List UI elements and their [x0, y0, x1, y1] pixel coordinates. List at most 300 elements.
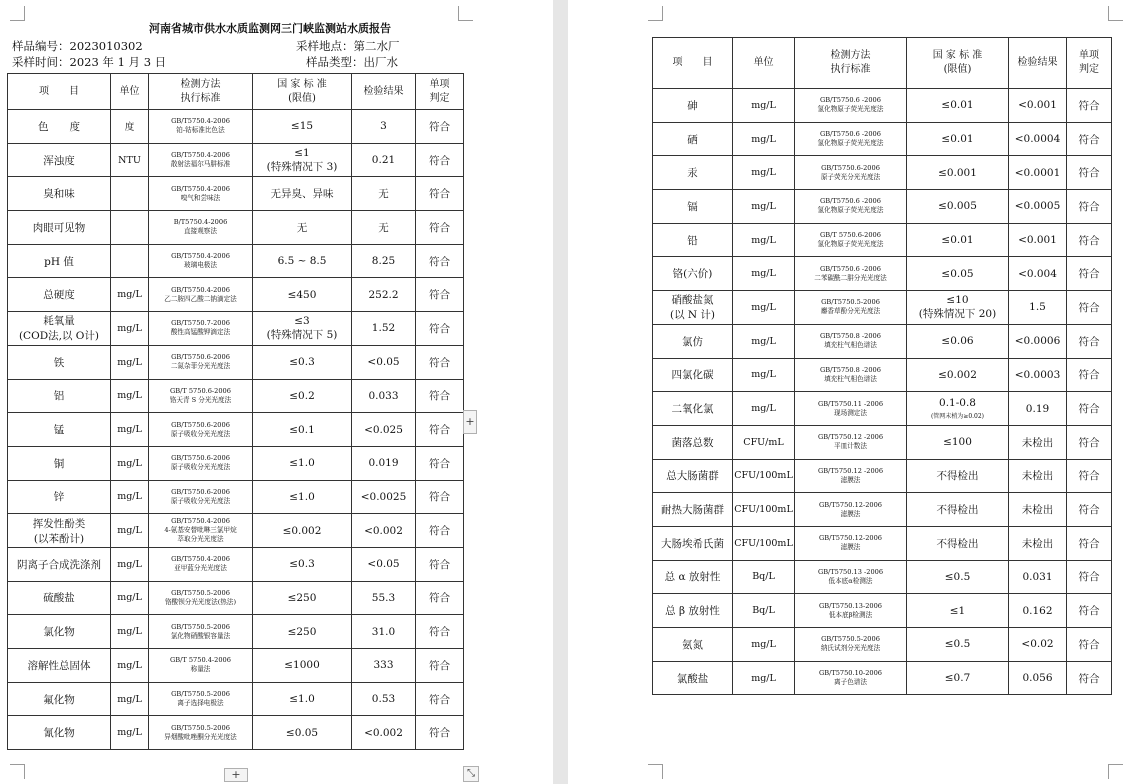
- item-cell: [653, 190, 733, 224]
- crop-mark: [648, 764, 663, 779]
- result-cell: 3: [352, 110, 416, 144]
- item-cell: [653, 257, 733, 291]
- method-cell: [795, 122, 907, 156]
- document-page-right: [568, 0, 1127, 784]
- crop-mark: [648, 6, 663, 21]
- item-name: 总硬度: [43, 289, 75, 302]
- header-item: 项 目: [653, 38, 733, 89]
- standard-limit-cell: [907, 392, 1009, 426]
- judgement-cell: 符合: [1067, 628, 1112, 662]
- method-cell: [149, 379, 253, 413]
- method-standard-code: GB/T5750.6-2006: [171, 487, 230, 496]
- table-row: [653, 526, 1112, 560]
- method-standard-code: GB/T5750.4-2006: [171, 555, 230, 564]
- item-cell: [8, 345, 111, 379]
- method-name: 称量法: [190, 665, 211, 674]
- unit-cell: mg/L: [733, 223, 795, 257]
- item-name: 阴离子合成洗涤剂: [17, 558, 101, 571]
- judgement-cell: 符合: [1067, 493, 1112, 527]
- table-row: [653, 358, 1112, 392]
- method-name: 低本底β检测法: [828, 610, 873, 619]
- method-standard-code: GB/T5750.6-2006: [821, 163, 880, 172]
- standard-limit-note: (管网末梢为≥0.02): [930, 412, 985, 420]
- judgement-cell: 符合: [1067, 324, 1112, 358]
- method-standard-code: GB/T5750.5-2006: [171, 622, 230, 631]
- item-name: 耗氧量: [43, 315, 75, 328]
- standard-limit-cell: [253, 514, 352, 548]
- table-row: [653, 493, 1112, 527]
- method-name: 滤膜法: [840, 509, 861, 518]
- method-name: 填充柱气相色谱法: [824, 374, 877, 383]
- table-row: [8, 379, 464, 413]
- standard-limit: ≤0.3: [289, 356, 315, 369]
- standard-limit-cell: [253, 446, 352, 480]
- standard-limit-cell: [907, 89, 1009, 123]
- header-judge-line2: 判定: [429, 92, 450, 104]
- method-name: 散射法福尔马肼标准: [170, 160, 231, 169]
- item-name: 硫酸盐: [43, 592, 75, 605]
- item-cell: [653, 560, 733, 594]
- method-name: 异烟酸吡唑酮分光光度法: [164, 732, 237, 741]
- judgement-cell: 符合: [1067, 89, 1112, 123]
- result-cell: <0.05: [352, 547, 416, 581]
- judgement-cell: 符合: [1067, 358, 1112, 392]
- method-name: 铂-钴标准比色法: [176, 126, 225, 135]
- item-cell: [653, 291, 733, 325]
- method-standard-code: GB/T5750.6 -2006: [820, 130, 881, 139]
- header-standard: [253, 74, 352, 110]
- item-name-part: (以 N 计): [669, 309, 716, 322]
- judgement-cell: 符合: [1067, 156, 1112, 190]
- method-cell: [795, 358, 907, 392]
- table-row: [8, 211, 464, 245]
- method-standard-code: GB/T5750.5-2006: [821, 298, 880, 307]
- method-cell: [795, 89, 907, 123]
- header-standard-line1: 国 家 标 准: [932, 50, 983, 61]
- result-cell: <0.0005: [1009, 190, 1067, 224]
- table-row: [653, 257, 1112, 291]
- crop-mark: [458, 6, 473, 21]
- item-name: 硒: [687, 133, 698, 146]
- standard-limit: ≤250: [287, 625, 317, 638]
- table-row: [8, 244, 464, 278]
- result-cell: <0.02: [1009, 628, 1067, 662]
- item-name: 二氧化氯: [671, 403, 714, 416]
- judgement-cell: 符合: [416, 446, 464, 480]
- unit-cell: mg/L: [111, 278, 149, 312]
- method-cell: [149, 446, 253, 480]
- item-name-part: 法,以 O: [48, 330, 85, 343]
- judgement-cell: 符合: [1067, 392, 1112, 426]
- standard-limit: ≤0.01: [941, 133, 974, 146]
- unit-cell: [111, 244, 149, 278]
- item-cell: [653, 425, 733, 459]
- sample-type-label: 样品类型：: [306, 55, 364, 69]
- method-standard-code: GB/T 5750.4-2006: [170, 656, 231, 665]
- item-cell: [8, 413, 111, 447]
- method-cell: [795, 392, 907, 426]
- item-name: 溶解性总固体: [27, 659, 91, 672]
- standard-limit-cell: [253, 480, 352, 514]
- unit-cell: mg/L: [111, 413, 149, 447]
- item-name: 四氯化碳: [671, 369, 714, 382]
- method-name: 铬酸钡分光光度法(热法): [164, 597, 237, 606]
- standard-limit: ≤0.01: [941, 99, 974, 112]
- table-row: [653, 392, 1112, 426]
- item-name: 铝: [53, 390, 65, 403]
- table-row: [8, 649, 464, 683]
- method-name: 亚甲蓝分光光度法: [174, 564, 227, 573]
- item-name: 镉: [687, 200, 698, 213]
- result-cell: <0.001: [1009, 223, 1067, 257]
- item-name: 氨氮: [682, 638, 703, 651]
- standard-limit: ≤10: [946, 293, 969, 306]
- table-header-row: [8, 74, 464, 110]
- result-cell: 1.52: [352, 312, 416, 346]
- method-cell: [795, 257, 907, 291]
- item-cell: [8, 682, 111, 716]
- judgement-cell: 符合: [416, 278, 464, 312]
- method-name: 嗅气和尝味法: [180, 193, 221, 202]
- judgement-cell: 符合: [416, 379, 464, 413]
- table-row: [653, 190, 1112, 224]
- standard-limit-cell: [907, 223, 1009, 257]
- item-cell: [8, 312, 111, 346]
- result-cell: 未检出: [1009, 459, 1067, 493]
- standard-limit: ≤0.7: [944, 672, 971, 685]
- method-name: 平皿计数法: [834, 442, 867, 451]
- method-name: 氢化物原子荧光光度法: [817, 240, 884, 249]
- unit-cell: NTU: [111, 143, 149, 177]
- method-standard-code: GB/T5750.4-2006: [171, 285, 230, 294]
- table-row: [8, 581, 464, 615]
- header-method: [149, 74, 253, 110]
- standard-limit: ≤3: [294, 314, 310, 327]
- standard-limit: ≤0.5: [944, 570, 971, 583]
- item-name: 铁: [53, 356, 65, 369]
- standard-limit-note: (特殊情况下 3): [266, 160, 338, 173]
- unit-cell: mg/L: [111, 312, 149, 346]
- item-name: 挥发性酚类: [32, 517, 86, 530]
- method-name: 二氮杂菲分光光度法: [170, 362, 231, 371]
- method-standard-code: GB/T5750.4-2006: [171, 184, 230, 193]
- item-cell: [8, 446, 111, 480]
- item-name: 锌: [53, 491, 65, 504]
- header-method-line1: 检测方法: [830, 50, 871, 61]
- method-cell: [795, 628, 907, 662]
- standard-limit: ≤0.005: [938, 200, 977, 213]
- add-column-button[interactable]: +: [463, 410, 477, 434]
- standard-limit: ≤0.05: [285, 726, 319, 739]
- judgement-cell: 符合: [1067, 190, 1112, 224]
- method-name: 铬天青 S 分光光度法: [169, 395, 232, 404]
- method-cell: [149, 581, 253, 615]
- method-standard-code: GB/T5750.6 -2006: [820, 96, 881, 105]
- result-cell: 未检出: [1009, 425, 1067, 459]
- method-name: 低本底α检测法: [828, 576, 873, 585]
- method-standard-code: GB/T5750.4-2006: [171, 517, 230, 526]
- item-name: 菌落总数: [671, 436, 714, 449]
- standard-limit: ≤250: [287, 591, 317, 604]
- item-name-part: (COD: [18, 330, 49, 343]
- item-name: 总 β 放射性: [665, 605, 720, 618]
- result-cell: 0.031: [1009, 560, 1067, 594]
- method-name: 氢化物原子荧光光度法: [817, 206, 884, 215]
- table-row: [653, 560, 1112, 594]
- standard-limit-cell: [907, 122, 1009, 156]
- table-row: [8, 716, 464, 750]
- item-name-line2: [654, 307, 731, 322]
- unit-cell: mg/L: [733, 324, 795, 358]
- item-cell: [653, 156, 733, 190]
- method-standard-code: GB/T5750.7-2006: [171, 319, 230, 328]
- standard-limit: 不得检出: [936, 537, 979, 550]
- table-row: [653, 122, 1112, 156]
- table-row: [653, 223, 1112, 257]
- unit-cell: 度: [111, 110, 149, 144]
- method-cell: [149, 649, 253, 683]
- method-cell: [795, 291, 907, 325]
- standard-limit-cell: [907, 425, 1009, 459]
- result-cell: 无: [352, 211, 416, 245]
- unit-cell: mg/L: [111, 446, 149, 480]
- item-name-part: 计): [84, 330, 100, 343]
- standard-limit-cell: [253, 345, 352, 379]
- method-name: 离子色谱法: [834, 678, 867, 687]
- crop-mark: [10, 764, 25, 779]
- header-judge-line2: 判定: [1079, 64, 1099, 75]
- method-standard-code: GB/T5750.12-2006: [818, 500, 882, 509]
- item-name: 氯化物: [43, 626, 75, 639]
- method-cell: [795, 560, 907, 594]
- item-name: 氯仿: [682, 335, 703, 348]
- unit-cell: Bq/L: [733, 594, 795, 628]
- add-row-button[interactable]: +: [224, 768, 248, 782]
- standard-limit: 不得检出: [936, 504, 979, 517]
- method-standard-code: GB/T5750.8 -2006: [820, 332, 881, 341]
- table-row: [8, 345, 464, 379]
- method-cell: [795, 425, 907, 459]
- judgement-cell: 符合: [416, 211, 464, 245]
- standard-limit: ≤0.05: [941, 267, 974, 280]
- method-name: 氢化物原子荧光光度法: [817, 139, 884, 148]
- item-cell: [653, 661, 733, 695]
- header-unit: 单位: [111, 74, 149, 110]
- unit-cell: mg/L: [733, 392, 795, 426]
- item-cell: [8, 649, 111, 683]
- header-result: 检验结果: [1009, 38, 1067, 89]
- standard-limit-cell: [253, 177, 352, 211]
- method-cell: [149, 211, 253, 245]
- standard-limit-cell: [253, 581, 352, 615]
- judgement-cell: 符合: [416, 244, 464, 278]
- unit-cell: mg/L: [733, 661, 795, 695]
- item-name: 铬(六价): [672, 268, 713, 281]
- result-cell: 0.21: [352, 143, 416, 177]
- item-name: 硝酸盐氮: [671, 294, 714, 307]
- judgement-cell: 符合: [416, 480, 464, 514]
- sample-time: [12, 54, 166, 70]
- item-cell: [8, 716, 111, 750]
- unit-cell: mg/L: [111, 480, 149, 514]
- method-name: 现场测定法: [834, 408, 867, 417]
- item-cell: [8, 615, 111, 649]
- result-cell: 0.53: [352, 682, 416, 716]
- method-standard-code: GB/T5750.12-2006: [818, 534, 882, 543]
- method-standard-code: GB/T5750.13 -2006: [817, 567, 884, 576]
- unit-cell: mg/L: [733, 122, 795, 156]
- standard-limit: ≤0.01: [941, 234, 974, 247]
- sample-type-value: 出厂水: [363, 55, 398, 69]
- item-cell: [8, 379, 111, 413]
- method-name: 麝香草酚分光光度法: [820, 307, 881, 316]
- right-report-table: [652, 37, 1112, 695]
- unit-cell: mg/L: [111, 514, 149, 548]
- standard-limit-cell: [907, 628, 1009, 662]
- item-cell: [653, 324, 733, 358]
- standard-limit-cell: [253, 143, 352, 177]
- header-unit: 单位: [733, 38, 795, 89]
- result-cell: 31.0: [352, 615, 416, 649]
- unit-cell: mg/L: [111, 615, 149, 649]
- judgement-cell: 符合: [416, 615, 464, 649]
- result-cell: 0.162: [1009, 594, 1067, 628]
- result-cell: 55.3: [352, 581, 416, 615]
- item-cell: [8, 581, 111, 615]
- method-name: 乙二胺四乙酸二钠滴定法: [164, 294, 237, 303]
- method-cell: [795, 661, 907, 695]
- header-method: [795, 38, 907, 89]
- judgement-cell: 符合: [1067, 223, 1112, 257]
- header-judge-line1: 单项: [1079, 50, 1099, 61]
- item-cell: [8, 480, 111, 514]
- item-cell: [8, 177, 111, 211]
- standard-limit-cell: [907, 560, 1009, 594]
- standard-limit: 无: [296, 221, 308, 234]
- result-cell: <0.0004: [1009, 122, 1067, 156]
- method-standard-code: GB/T5750.5-2006: [171, 690, 230, 699]
- method-standard-code: GB/T5750.6-2006: [171, 454, 230, 463]
- table-header-row: [653, 38, 1112, 89]
- table-row: [8, 547, 464, 581]
- judgement-cell: 符合: [416, 413, 464, 447]
- standard-limit: ≤450: [287, 288, 317, 301]
- result-cell: 1.5: [1009, 291, 1067, 325]
- result-cell: 无: [352, 177, 416, 211]
- judgement-cell: 符合: [416, 312, 464, 346]
- method-name: 二苯碳酰二肼分光光度法: [814, 273, 887, 282]
- result-cell: 未检出: [1009, 526, 1067, 560]
- method-standard-code: GB/T5750.6-2006: [171, 353, 230, 362]
- item-name: 铅: [687, 234, 698, 247]
- method-cell: [795, 526, 907, 560]
- judgement-cell: 符合: [416, 649, 464, 683]
- standard-limit: 6.5 ~ 8.5: [277, 255, 327, 268]
- header-standard-line2: (限值): [943, 64, 972, 75]
- unit-cell: mg/L: [733, 257, 795, 291]
- standard-limit-cell: [253, 615, 352, 649]
- result-cell: 0.056: [1009, 661, 1067, 695]
- table-row: [653, 594, 1112, 628]
- table-row: [8, 143, 464, 177]
- item-cell: [653, 493, 733, 527]
- unit-cell: Bq/L: [733, 560, 795, 594]
- result-cell: 0.019: [352, 446, 416, 480]
- standard-limit: ≤0.2: [289, 389, 315, 402]
- item-name: 耐热大肠菌群: [661, 504, 724, 517]
- standard-limit: ≤0.001: [938, 166, 977, 179]
- item-cell: [653, 628, 733, 662]
- crop-mark: [1108, 6, 1123, 21]
- item-cell: [8, 547, 111, 581]
- result-cell: <0.05: [352, 345, 416, 379]
- unit-cell: [111, 177, 149, 211]
- unit-cell: mg/L: [111, 581, 149, 615]
- sample-no-value: 2023010302: [69, 39, 143, 53]
- header-result: 检验结果: [352, 74, 416, 110]
- result-cell: 333: [352, 649, 416, 683]
- method-name: 4-氨基安替吡啉三氯甲烷: [164, 526, 237, 535]
- sample-location-label: 采样地点：: [296, 39, 354, 53]
- standard-limit: ≤0.5: [944, 638, 971, 651]
- unit-cell: mg/L: [733, 156, 795, 190]
- header-judge-line1: 单项: [429, 78, 450, 90]
- header-item: 项 目: [8, 74, 111, 110]
- standard-limit-cell: [907, 257, 1009, 291]
- standard-limit-cell: [253, 682, 352, 716]
- method-standard-code: GB/T5750.6 -2006: [820, 264, 881, 273]
- judgement-cell: 符合: [416, 143, 464, 177]
- item-cell: [653, 526, 733, 560]
- method-cell: [795, 190, 907, 224]
- result-cell: <0.025: [352, 413, 416, 447]
- judgement-cell: 符合: [1067, 122, 1112, 156]
- item-name: 铜: [53, 457, 65, 470]
- standard-limit: 不得检出: [936, 470, 979, 483]
- sample-time-label: 采样时间：: [12, 55, 70, 69]
- item-name: 色 度: [38, 120, 80, 133]
- standard-limit-cell: [907, 493, 1009, 527]
- sample-time-value: 2023 年 1 月 3 日: [69, 55, 167, 69]
- table-row: [653, 291, 1112, 325]
- table-row: [8, 177, 464, 211]
- method-standard-code: GB/T5750.11 -2006: [817, 399, 884, 408]
- item-name: 氰化物: [43, 727, 75, 740]
- result-cell: <0.002: [352, 716, 416, 750]
- table-row: [8, 682, 464, 716]
- standard-limit-note: (特殊情况下 20): [918, 307, 997, 320]
- table-row: [8, 514, 464, 548]
- table-row: [8, 615, 464, 649]
- table-resize-handle[interactable]: ⤡: [463, 766, 479, 782]
- item-name: 大肠埃希氏菌: [661, 537, 724, 550]
- item-name-line2: [9, 531, 109, 546]
- unit-cell: mg/L: [111, 649, 149, 683]
- table-row: [8, 110, 464, 144]
- standard-limit: ≤100: [943, 436, 972, 449]
- report-title: 河南省城市供水水质监测网三门峡监测站水质报告: [149, 22, 391, 35]
- header-judge: [1067, 38, 1112, 89]
- judgement-cell: 符合: [416, 110, 464, 144]
- standard-limit: ≤0.06: [941, 335, 974, 348]
- item-cell: [653, 89, 733, 123]
- method-standard-code: GB/T5750.6-2006: [171, 420, 230, 429]
- unit-cell: mg/L: [733, 358, 795, 392]
- table-row: [653, 156, 1112, 190]
- standard-limit: ≤1: [949, 604, 966, 617]
- result-cell: <0.0003: [1009, 358, 1067, 392]
- method-name: 原子吸收分光光度法: [170, 463, 231, 472]
